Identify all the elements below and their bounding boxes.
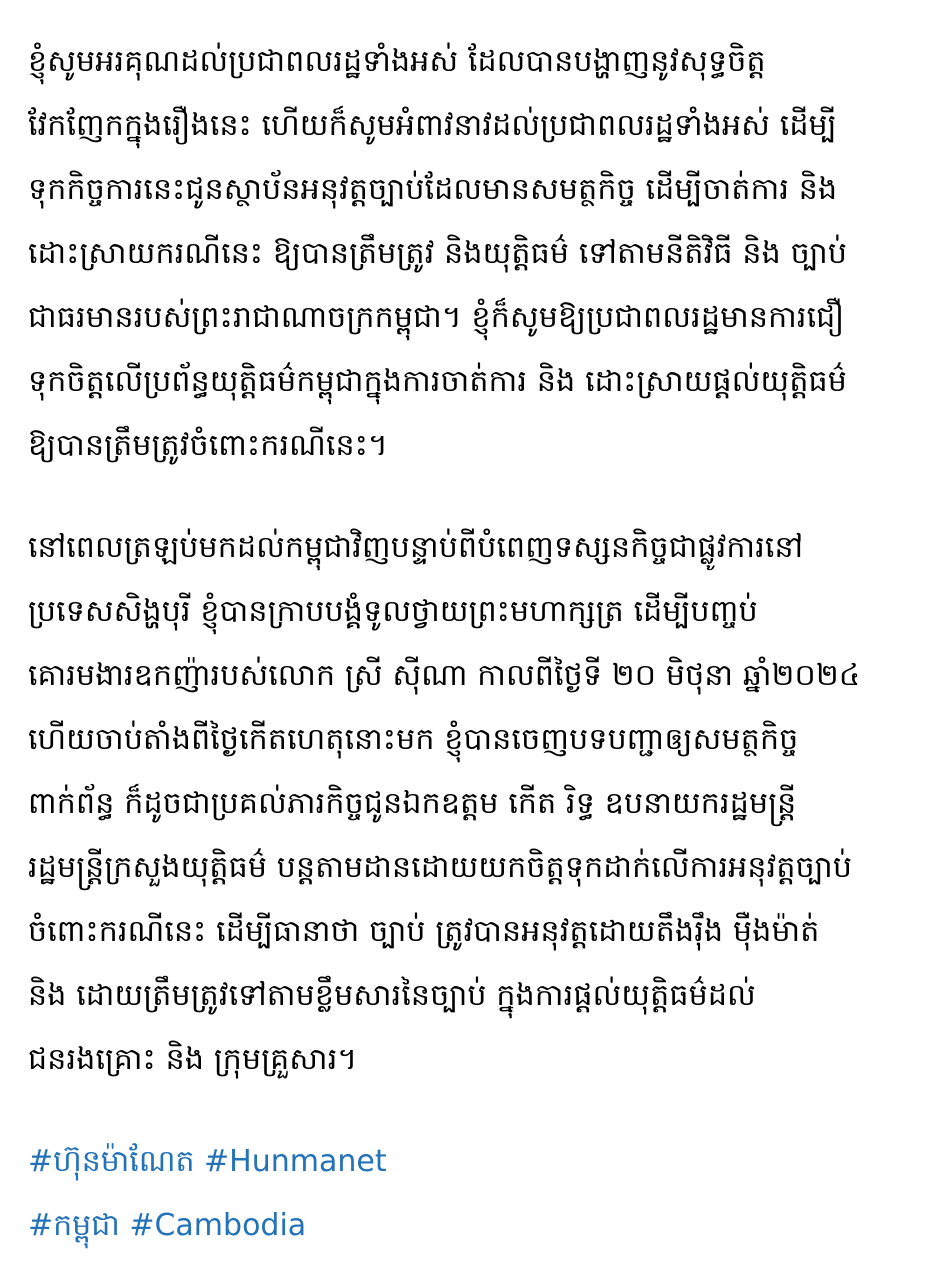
hashtag-row [28,1194,908,1258]
paragraph-line: ឱ្យបានត្រឹមត្រូវចំពោះករណីនេះ។ [28,428,388,463]
paragraph-line: ពាក់ព័ន្ធ ក៏ដូចជាប្រគល់ភារកិច្ចជូនឯកឧត្តម កើត រិទ្ធ ឧបនាយករដ្ឋមន្ត្រី [28,786,797,821]
post-paragraph-1 [28,30,908,478]
hashtag-row [28,1130,908,1194]
paragraph-line: ចំពោះករណីនេះ ដើម្បីធានាថា ច្បាប់ ត្រូវបានអនុវត្តដោយតឹងរ៉ឹង ម៉ឺងម៉ាត់ [28,914,820,949]
paragraph-line: ហើយចាប់តាំងពីថ្ងៃកើតហេតុនោះមក ខ្ញុំបានចេញបទបញ្ជាឲ្យសមត្ថកិច្ច [28,722,799,757]
hashtag-link-hunmanet[interactable]: #Hunmanet [204,1144,387,1179]
paragraph-line: ទុកចិត្តលើប្រព័ន្ធយុត្តិធម៌កម្ពុជាក្នុងការចាត់ការ និង ដោះស្រាយផ្តល់យុត្តិធម៌ [28,364,848,399]
hashtag-list [28,1130,908,1258]
hashtag-link-cambodia-khmer[interactable]: #កម្ពុជា [28,1208,120,1243]
paragraph-line: ជាធរមានរបស់ព្រះរាជាណាចក្រកម្ពុជា។ ខ្ញុំក៏សូមឱ្យប្រជាពលរដ្ឋមានការជឿ [28,300,845,335]
paragraph-line: គោរមងារឧកញ៉ារបស់លោក ស្រី ស៊ីណា កាលពីថ្ងៃទី ២០ មិថុនា ឆ្នាំ២០២៤ [28,658,861,693]
hashtag-link-hunmanet-khmer[interactable]: #ហ៊ុនម៉ាណែត [28,1144,195,1179]
paragraph-line: ខ្ញុំសូមអរគុណដល់ប្រជាពលរដ្ឋទាំងអស់ ដែលបានបង្ហាញនូវសុទ្ធចិត្ត [28,44,766,79]
post-paragraph-2 [28,516,908,1092]
paragraph-line: ដោះស្រាយករណីនេះ ឱ្យបានត្រឹមត្រូវ និងយុត្តិធម៌ ទៅតាមនីតិវិធី និង ច្បាប់ [28,236,848,271]
paragraph-line: ប្រទេសសិង្ហបុរី ខ្ញុំបានក្រាបបង្គំទូលថ្វាយព្រះមហាក្សត្រ ដើម្បីបញ្ចប់ [28,594,758,629]
paragraph-line: ទុកកិច្ចការនេះជូនស្ថាប័នអនុវត្តច្បាប់ដែលមានសមត្ថកិច្ច ដើម្បីចាត់ការ និង [28,172,838,207]
paragraph-line: ជនរងគ្រោះ និង ក្រុមគ្រួសារ។ [28,1042,358,1077]
hashtag-link-cambodia[interactable]: #Cambodia [129,1208,307,1243]
post-body [28,30,908,1258]
paragraph-line: និង ដោយត្រឹមត្រូវទៅតាមខ្លឹមសារនៃច្បាប់ ក្នុងការផ្តល់យុត្តិធម៌ដល់ [28,978,756,1013]
paragraph-line: វែកញែកក្នុងរឿងនេះ ហើយក៏សូមអំពាវនាវដល់ប្រជាពលរដ្ឋទាំងអស់ ដើម្បី [28,108,837,143]
paragraph-line: នៅពេលត្រឡប់មកដល់កម្ពុជាវិញបន្ទាប់ពីបំពេញទស្សនកិច្ចជាផ្លូវការនៅ [28,530,804,565]
paragraph-line: រដ្ឋមន្ត្រីក្រសួងយុត្តិធម៌ បន្តតាមដានដោយយកចិត្តទុកដាក់លើការអនុវត្តច្បាប់ [28,850,853,885]
